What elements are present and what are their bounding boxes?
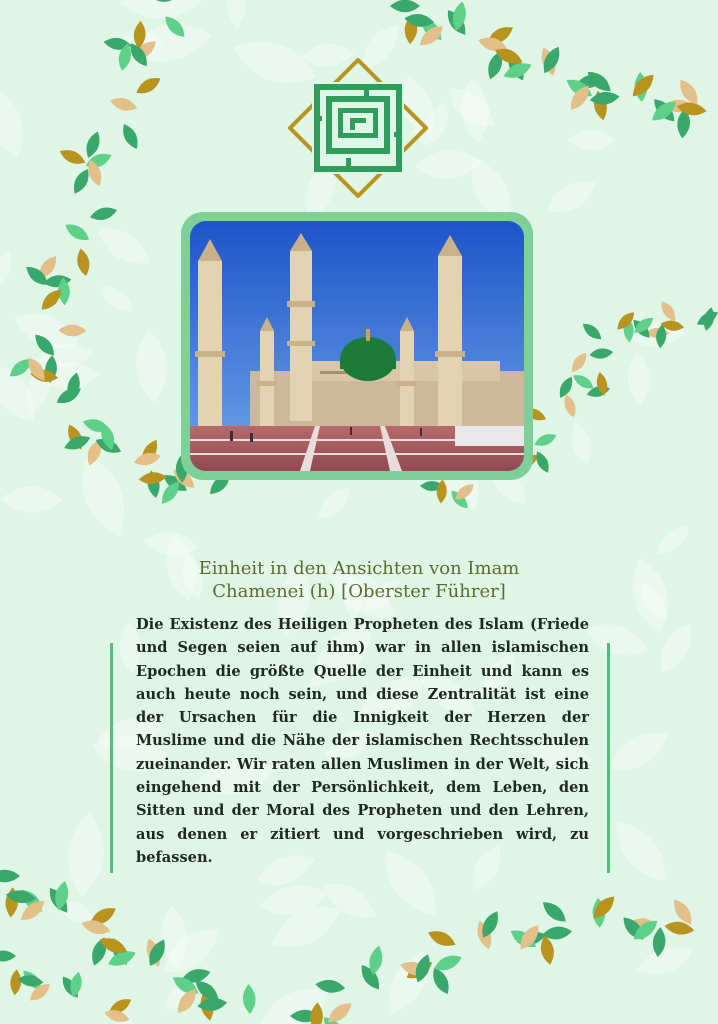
leaf-icon	[390, 0, 420, 12]
leaf-icon	[589, 90, 620, 106]
mosque-green-dome-photo-icon	[190, 221, 524, 471]
article-title	[120, 557, 598, 603]
leaf-icon	[95, 280, 139, 319]
leaf-icon	[0, 870, 20, 883]
article-body: Die Existenz des Heiligen Propheten des Islam (Friede und Segen seien auf ihm) war in allen islamischen Epochen die größte Quelle der Einheit und kann es auch heute noch sein, und diese Zentralität ist eine der Ursachen für die Innigkeit der Herzen der Muslime und die Nähe der islamischen Rechtsschulen zueinander. Wir raten allen Muslimen in der Welt, sich eingehend mit der Persönlichkeit, dem Leben, den Sitten und der Moral des Propheten und den Lehren, aus denen er zitiert und vorgeschrieben wird, zu befassen.	[136, 616, 589, 866]
article-title-line-2: Chamenei (h) [Oberster Führer]	[212, 581, 506, 602]
leaf-icon	[9, 969, 22, 996]
leaf-icon	[0, 247, 18, 297]
leaf-icon	[133, 328, 170, 405]
leaf-icon	[602, 721, 676, 781]
leaf-icon	[119, 121, 142, 151]
leaf-icon	[226, 0, 246, 29]
leaf-icon	[70, 448, 137, 543]
leaf-icon	[109, 95, 139, 114]
leaf-icon	[57, 146, 87, 168]
leaf-icon	[62, 220, 92, 245]
leaf-icon	[426, 927, 459, 951]
leaf-icon	[580, 320, 605, 343]
leaf-icon	[133, 73, 163, 98]
leaf-icon	[0, 951, 16, 962]
leaf-icon	[624, 553, 677, 638]
leaf-icon	[138, 471, 167, 486]
leaf-icon	[568, 350, 590, 375]
leaf-icon	[64, 811, 107, 899]
leaf-icon	[0, 82, 32, 164]
leaf-icon	[541, 172, 603, 221]
article-title-line-1: Einheit in den Ansichten von Imam	[198, 558, 520, 579]
kufic-calligraphy-emblem-icon	[288, 58, 428, 198]
leaf-icon	[91, 218, 158, 274]
leaf-icon	[312, 482, 357, 526]
leaf-icon	[651, 520, 694, 560]
photo-frame	[181, 212, 533, 480]
leaf-icon	[561, 393, 578, 419]
leaf-icon	[324, 998, 355, 1024]
leaf-icon	[378, 943, 439, 1020]
leaf-icon	[657, 298, 679, 324]
leaf-icon	[627, 352, 651, 405]
leaf-icon	[533, 449, 553, 475]
leaf-icon	[119, 0, 202, 20]
leaf-icon	[532, 431, 558, 450]
leaf-icon	[88, 204, 118, 223]
leaf-icon	[0, 486, 63, 514]
leaf-icon	[242, 984, 256, 1015]
leaf-icon	[75, 247, 92, 277]
leaf-icon	[604, 811, 678, 891]
leaf-icon	[567, 420, 596, 468]
leaf-icon	[539, 897, 570, 926]
leaf-icon	[568, 130, 616, 151]
leaf-icon	[589, 347, 614, 360]
